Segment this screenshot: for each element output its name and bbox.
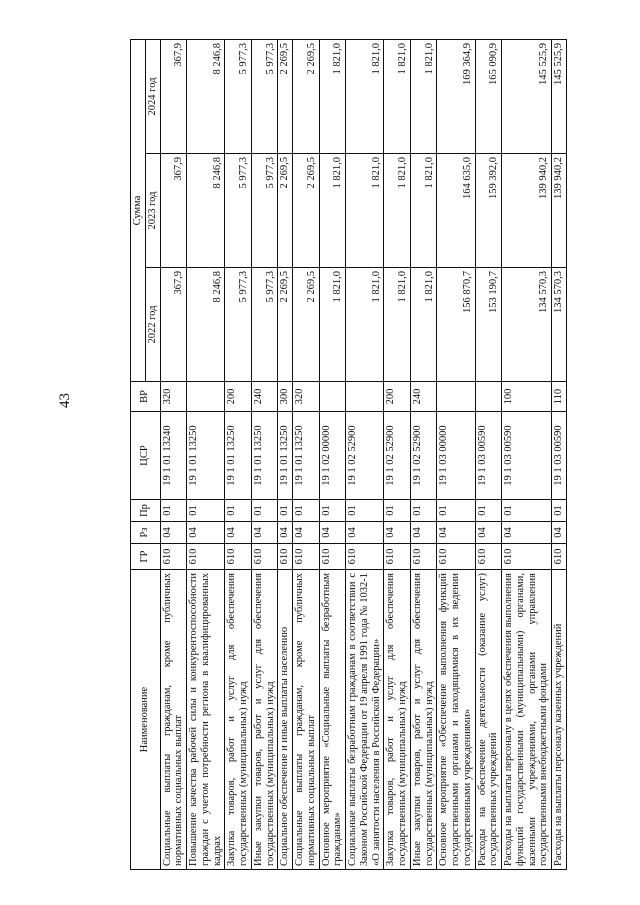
cell-2022: 134 570,3 [502,268,552,382]
cell-rz: 04 [437,522,475,544]
cell-pr: 01 [225,500,252,522]
cell-rz: 04 [384,522,411,544]
table-row [346,39,384,869]
cell-2022: 1 821,0 [384,268,411,382]
cell-vr [346,382,384,412]
cell-rz: 04 [160,522,187,544]
cell-name: Иные закупки товаров, работ и услуг для обеспечения государственных (муниципальных) нужд [410,570,437,870]
cell-name: Социальные выплаты гражданам, кроме публичных нормативных социальных выплат [160,570,187,870]
cell-2023: 2 269,5 [278,154,293,268]
cell-2022: 156 870,7 [437,268,475,382]
cell-gr: 610 [384,544,411,570]
cell-rz: 04 [346,522,384,544]
cell-2022: 367,9 [160,268,187,382]
table-row [552,39,567,869]
cell-2024: 5 977,3 [251,39,278,153]
cell-gr: 610 [187,544,225,570]
table-row [293,39,320,869]
cell-csr: 19 1 01 13250 [251,412,278,500]
cell-pr: 01 [552,500,567,522]
cell-name: Основное мероприятие «Социальные выплаты безработным гражданам» [319,570,346,870]
cell-rz: 04 [278,522,293,544]
cell-name: Закупка товаров, работ и услуг для обеспечения государственных (муниципальных) нужд [225,570,252,870]
cell-csr: 19 1 02 00000 [319,412,346,500]
cell-csr: 19 1 03 00590 [552,412,567,500]
cell-name: Основное мероприятие «Обеспечение выполнения функций государственными органами и находящимися в их ведении государственными учреждениями» [437,570,475,870]
cell-2023: 2 269,5 [293,154,320,268]
cell-csr: 19 1 01 13250 [278,412,293,500]
table-row [410,39,437,869]
cell-vr: 110 [552,382,567,412]
cell-name: Социальные выплаты гражданам, кроме публичных нормативных социальных выплат [293,570,320,870]
cell-vr: 200 [384,382,411,412]
cell-csr: 19 1 03 00590 [502,412,552,500]
cell-gr: 610 [225,544,252,570]
cell-name: Социальные выплаты безработным гражданам в соответствии с Законом Российской Федерации от 19 апреля 1991 года № 1032-1 «О занятости населения в Российской Федерации» [346,570,384,870]
cell-name: Расходы на выплаты персоналу казенных учреждений [552,570,567,870]
cell-pr: 01 [502,500,552,522]
cell-pr: 01 [187,500,225,522]
cell-2022: 2 269,5 [293,268,320,382]
cell-rz: 04 [293,522,320,544]
cell-rz: 04 [475,522,502,544]
cell-rz: 04 [410,522,437,544]
cell-2024: 145 525,9 [552,39,567,153]
cell-2024: 1 821,0 [384,39,411,153]
header-csr: ЦСР [131,412,161,500]
cell-csr: 19 1 01 13240 [160,412,187,500]
cell-2023: 8 246,8 [187,154,225,268]
header-2023: 2023 год [145,154,160,268]
cell-vr: 320 [160,382,187,412]
cell-vr: 240 [251,382,278,412]
cell-name: Расходы на выплаты персоналу в целях обеспечения выполнения функций государственными (муниципальными) органами, казенными учреждениями, органами управления государственными внебюджетными фондами [502,570,552,870]
cell-2022: 5 977,3 [225,268,252,382]
cell-pr: 01 [346,500,384,522]
cell-csr: 19 1 02 52900 [410,412,437,500]
cell-pr: 01 [384,500,411,522]
cell-name: Иные закупки товаров, работ и услуг для обеспечения государственных (муниципальных) нужд [251,570,278,870]
cell-pr: 01 [251,500,278,522]
cell-2022: 134 570,3 [552,268,567,382]
cell-2022: 1 821,0 [319,268,346,382]
table-row [160,39,187,869]
cell-csr: 19 1 01 13250 [293,412,320,500]
cell-vr [319,382,346,412]
table-row [319,39,346,869]
table-row [187,39,225,869]
cell-2022: 1 821,0 [410,268,437,382]
cell-pr: 01 [437,500,475,522]
cell-2023: 1 821,0 [410,154,437,268]
cell-gr: 610 [502,544,552,570]
table-row [475,39,502,869]
cell-pr: 01 [278,500,293,522]
cell-rz: 04 [225,522,252,544]
cell-2023: 5 977,3 [225,154,252,268]
cell-csr: 19 1 01 13250 [187,412,225,500]
cell-gr: 610 [475,544,502,570]
table-row [278,39,293,869]
header-pr: Пр [131,500,161,522]
cell-2024: 145 525,9 [502,39,552,153]
cell-2023: 367,9 [160,154,187,268]
table-row [251,39,278,869]
cell-rz: 04 [187,522,225,544]
cell-2023: 1 821,0 [346,154,384,268]
header-row [131,39,146,869]
table-row [384,39,411,869]
cell-2022: 2 269,5 [278,268,293,382]
header-vr: ВР [131,382,161,412]
cell-2023: 5 977,3 [251,154,278,268]
cell-csr: 19 1 02 52900 [384,412,411,500]
cell-gr: 610 [552,544,567,570]
cell-gr: 610 [278,544,293,570]
cell-gr: 610 [251,544,278,570]
cell-pr: 01 [319,500,346,522]
cell-csr: 19 1 03 00590 [475,412,502,500]
cell-pr: 01 [475,500,502,522]
cell-2024: 5 977,3 [225,39,252,153]
cell-csr: 19 1 02 52900 [346,412,384,500]
cell-2023: 164 635,0 [437,154,475,268]
cell-csr: 19 1 01 13250 [225,412,252,500]
cell-gr: 610 [319,544,346,570]
cell-2024: 1 821,0 [319,39,346,153]
cell-2022: 5 977,3 [251,268,278,382]
budget-table [130,39,567,870]
cell-vr: 320 [293,382,320,412]
cell-2023: 139 940,2 [502,154,552,268]
cell-gr: 610 [293,544,320,570]
cell-rz: 04 [552,522,567,544]
header-rz: Рз [131,522,161,544]
cell-name: Повышение качества рабочей силы и конкурентоспособности граждан с учетом потребности региона в квалифицированных кадрах [187,570,225,870]
cell-2023: 1 821,0 [384,154,411,268]
cell-rz: 04 [319,522,346,544]
cell-2024: 2 269,5 [293,39,320,153]
cell-name: Социальное обеспечение и иные выплаты населению [278,570,293,870]
cell-2022: 8 246,8 [187,268,225,382]
cell-gr: 610 [160,544,187,570]
cell-2023: 139 940,2 [552,154,567,268]
cell-vr: 300 [278,382,293,412]
cell-pr: 01 [410,500,437,522]
cell-2022: 1 821,0 [346,268,384,382]
cell-2024: 2 269,5 [278,39,293,153]
cell-2024: 1 821,0 [346,39,384,153]
cell-2023: 159 392,0 [475,154,502,268]
cell-pr: 01 [293,500,320,522]
cell-name: Расходы на обеспечение деятельности (оказание услуг) государственных учреждений [475,570,502,870]
table-row [225,39,252,869]
cell-2022: 153 190,7 [475,268,502,382]
cell-2023: 1 821,0 [319,154,346,268]
cell-vr [437,382,475,412]
table-row [502,39,552,869]
cell-vr: 200 [225,382,252,412]
header-sum: Сумма [131,39,146,381]
cell-vr: 100 [502,382,552,412]
cell-gr: 610 [437,544,475,570]
cell-name: Закупка товаров, работ и услуг для обеспечения государственных (муниципальных) нужд [384,570,411,870]
cell-2024: 165 090,9 [475,39,502,153]
header-gr: ГР [131,544,161,570]
table-body [160,39,566,869]
cell-pr: 01 [160,500,187,522]
cell-2024: 1 821,0 [410,39,437,153]
page-number: 43 [57,393,73,408]
cell-gr: 610 [410,544,437,570]
cell-vr: 240 [410,382,437,412]
cell-vr [187,382,225,412]
cell-csr: 19 1 03 00000 [437,412,475,500]
cell-2024: 169 364,9 [437,39,475,153]
header-name: Наименование [131,570,161,870]
cell-2024: 8 246,8 [187,39,225,153]
cell-rz: 04 [502,522,552,544]
cell-vr [475,382,502,412]
cell-2024: 367,9 [160,39,187,153]
rotated-page-content [130,40,590,870]
cell-rz: 04 [251,522,278,544]
cell-gr: 610 [346,544,384,570]
header-2024: 2024 год [145,39,160,153]
header-2022: 2022 год [145,268,160,382]
table-row [437,39,475,869]
